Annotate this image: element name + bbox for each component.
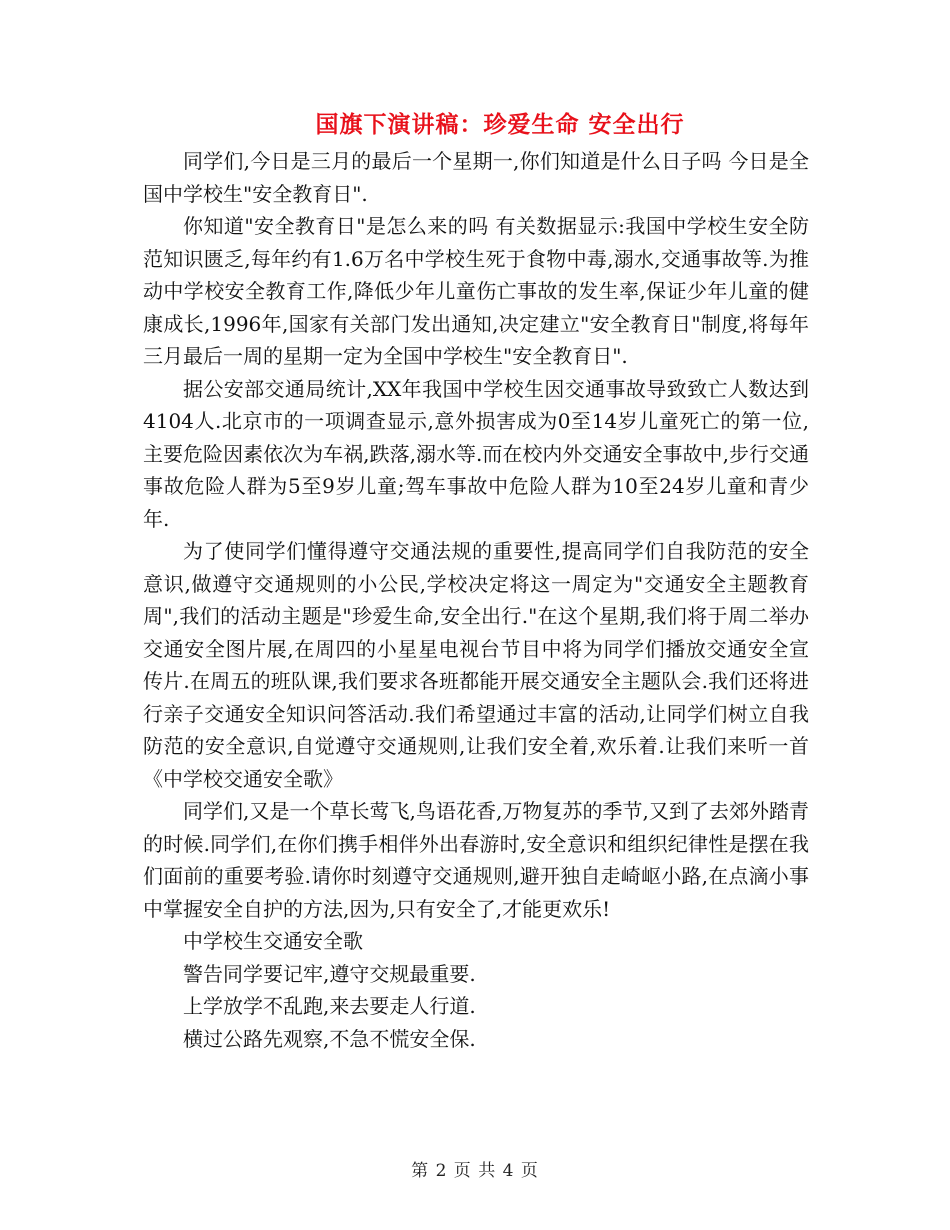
document-title: 国旗下演讲稿：珍爱生命 安全出行 — [315, 112, 685, 138]
song-line-1: 警告同学要记牢,遵守交规最重要. — [183, 961, 476, 986]
song-line-3: 横过公路先观察,不急不慌安全保. — [183, 1026, 476, 1051]
paragraph-4: 为了使同学们懂得遵守交通法规的重要性,提高同学们自我防范的安全意识,做遵守交通规则的小公民,学校决定将这一周定为"交通安全主题教育周",我们的活动主题是"珍爱生命,安全出行."在这个星期,我们将于周二举办交通安全图片展,在周四的小星星电视台节目中将为同学们播放交通安全宣传片.在周五的班队课,我们要求各班都能开展交通安全主题队会.我们还将进行亲子交通安全知识问答活动.我们希望通过丰富的活动,让同学们树立自我防范的安全意识,自觉遵守交通规则,让我们安全着,欢乐着.让我们来听一首《中学校交通安全歌》 — [143, 539, 809, 791]
paragraph-2: 你知道"安全教育日"是怎么来的吗 有关数据显示:我国中学校生安全防范知识匮乏,每年约有1.6万名中学校生死于食物中毒,溺水,交通事故等.为推动中学校安全教育工作,降低少年儿童伤亡事故的发生率,保证少年儿童的健康成长,1996年,国家有关部门发出通知,决定建立"安全教育日"制度,将每年三月最后一周的星期一定为全国中学校生"安全教育日". — [143, 214, 809, 368]
document-body — [143, 145, 809, 1055]
song-line-2: 上学放学不乱跑,来去要走人行道. — [183, 994, 476, 1018]
page-number: 第 2 页 共 4 页 — [411, 1161, 539, 1181]
song-title: 中学校生交通安全歌 — [183, 929, 363, 953]
paragraph-3: 据公安部交通局统计,XX年我国中学校生因交通事故导致致亡人数达到4104人.北京市的一项调查显示,意外损害成为0至14岁儿童死亡的第一位,主要危险因素依次为车祸,跌落,溺水等.而在校内外交通安全事故中,步行交通事故危险人群为5至9岁儿童;驾车事故中危险人群为10至24岁儿童和青少年. — [143, 376, 809, 531]
paragraph-5: 同学们,又是一个草长莺飞,鸟语花香,万物复苏的季节,又到了去郊外踏青的时候.同学们,在你们携手相伴外出春游时,安全意识和组织纪律性是摆在我们面前的重要考验.请你时刻遵守交通规则,避开独自走崎岖小路,在点滴小事中掌握安全自护的方法,因为,只有安全了,才能更欢乐! — [143, 799, 809, 921]
paragraph-1: 同学们,今日是三月的最后一个星期一,你们知道是什么日子吗 今日是全国中学校生"安全教育日". — [143, 149, 809, 206]
